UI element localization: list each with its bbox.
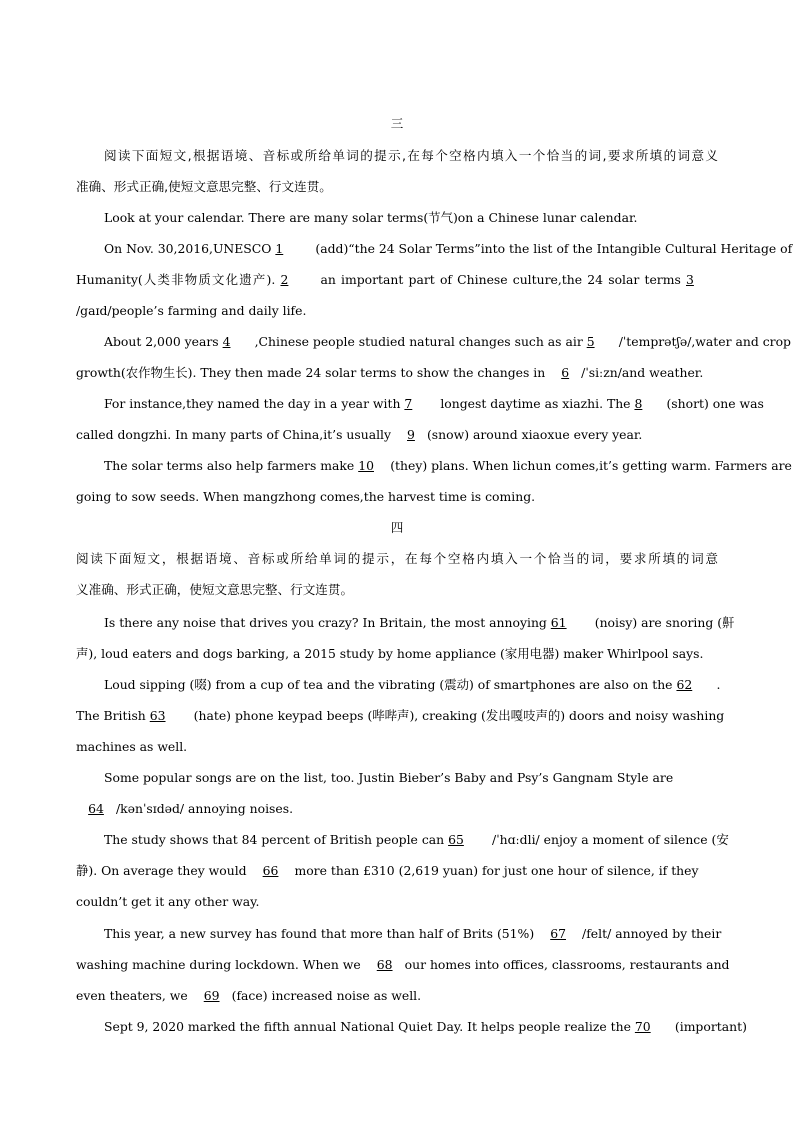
blank-7[interactable]: 7 xyxy=(404,396,413,411)
section-4-instruction-line-2: 义准确、形式正确，使短文意思完整、行文连贯。 xyxy=(76,582,354,597)
s4-paragraph-2-line-3: machines as well. xyxy=(76,739,188,754)
s3-paragraph-2-line-1: On Nov. 30,2016,UNESCO 1 (add)“the 24 Solar Terms”into the list of the Intangible Cultural Heritage of xyxy=(104,239,718,259)
blank-64[interactable]: 64 xyxy=(88,801,104,816)
s3-paragraph-1: Look at your calendar. There are many solar terms(节气)on a Chinese lunar calendar. xyxy=(104,210,638,225)
section-3-instruction-line-1: 阅读下面短文,根据语境、音标或所给单词的提示,在每个空格内填入一个恰当的词,要求所填的词意义 xyxy=(104,148,718,163)
section-4-instruction-line-1: 阅读下面短文，根据语境、音标或所给单词的提示，在每个空格内填入一个恰当的词，要求所填的词意 xyxy=(76,551,718,566)
s3-paragraph-5-line-1: The solar terms also help farmers make 10 (they) plans. When lichun comes,it’s getting warm. Farmers are xyxy=(104,456,718,476)
blank-67[interactable]: 67 xyxy=(550,926,566,941)
s4-paragraph-4-line-1: The study shows that 84 percent of British people can 65 /ˈhɑːdli/ enjoy a moment of silence (安 xyxy=(104,830,718,850)
blank-70[interactable]: 70 xyxy=(634,1019,651,1034)
blank-3[interactable]: 3 xyxy=(686,272,694,287)
blank-63[interactable]: 63 xyxy=(149,708,166,723)
s4-paragraph-2-line-1: Loud sipping (啜) from a cup of tea and the vibrating (震动) of smartphones are also on the 62 . xyxy=(104,675,718,695)
blank-6[interactable]: 6 xyxy=(561,365,570,380)
blank-65[interactable]: 65 xyxy=(448,832,464,847)
blank-69[interactable]: 69 xyxy=(203,988,220,1003)
blank-1[interactable]: 1 xyxy=(275,241,284,256)
section-3-instruction-line-2: 准确、形式正确,使短文意思完整、行文连贯。 xyxy=(76,179,332,194)
blank-2[interactable]: 2 xyxy=(280,272,289,287)
s4-paragraph-4-line-3: couldn’t get it any other way. xyxy=(76,894,260,909)
s4-paragraph-3-line-2: 64 /kənˈsɪdəd/ annoying noises. xyxy=(76,799,718,819)
s3-paragraph-3-line-1: About 2,000 years 4 ,Chinese people studied natural changes such as air 5 /ˈtemprətʃə/,water and crop xyxy=(104,332,718,352)
s4-paragraph-3-line-1: Some popular songs are on the list, too. Justin Bieber’s Baby and Psy’s Gangnam Style are xyxy=(104,770,674,785)
s4-paragraph-2-line-2: The British 63 (hate) phone keypad beeps (哔哔声), creaking (发出嘎吱声的) doors and noisy washing xyxy=(76,706,718,726)
s3-paragraph-2-line-2: Humanity(人类非物质文化遗产). 2 an important part of Chinese culture,the 24 solar terms 3 xyxy=(76,270,718,290)
s3-paragraph-5-line-2: going to sow seeds. When mangzhong comes,the harvest time is coming. xyxy=(76,489,536,504)
s3-paragraph-3-line-2: growth(农作物生长). They then made 24 solar terms to show the changes in 6 /ˈsiːzn/and weather. xyxy=(76,363,718,383)
s4-paragraph-1-line-1: Is there any noise that drives you crazy? In Britain, the most annoying 61 (noisy) are snoring (鼾 xyxy=(104,613,718,633)
s3-paragraph-4-line-1: For instance,they named the day in a year with 7 longest daytime as xiazhi. The 8 (short) one was xyxy=(104,394,718,414)
blank-9[interactable]: 9 xyxy=(407,427,415,442)
s4-paragraph-5-line-1: This year, a new survey has found that more than half of Brits (51%) 67 /felt/ annoyed by their xyxy=(104,924,718,944)
blank-4[interactable]: 4 xyxy=(222,334,231,349)
s4-paragraph-5-line-2: washing machine during lockdown. When we 68 our homes into offices, classrooms, restaurants and xyxy=(76,955,718,975)
blank-8[interactable]: 8 xyxy=(634,396,643,411)
s4-paragraph-4-line-2: 静). On average they would 66 more than £310 (2,619 yuan) for just one hour of silence, if they xyxy=(76,861,718,881)
section-3-heading: 三 xyxy=(390,116,404,131)
blank-62[interactable]: 62 xyxy=(676,677,693,692)
s4-paragraph-1-line-2: 声), loud eaters and dogs barking, a 2015 study by home appliance (家用电器) maker Whirlpool says. xyxy=(76,646,704,661)
blank-61[interactable]: 61 xyxy=(550,615,567,630)
blank-66[interactable]: 66 xyxy=(262,863,279,878)
blank-5[interactable]: 5 xyxy=(586,334,595,349)
blank-68[interactable]: 68 xyxy=(376,957,393,972)
blank-10[interactable]: 10 xyxy=(358,458,374,473)
s4-paragraph-5-line-3: even theaters, we 69 (face) increased noise as well. xyxy=(76,986,718,1006)
section-4-heading: 四 xyxy=(390,520,404,535)
s3-paragraph-4-line-2: called dongzhi. In many parts of China,it’s usually 9 (snow) around xiaoxue every year. xyxy=(76,425,718,445)
s3-paragraph-2-line-3: /gaɪd/people’s farming and daily life. xyxy=(76,303,307,318)
s4-paragraph-6-line-1: Sept 9, 2020 marked the fifth annual National Quiet Day. It helps people realize the 70 (important) xyxy=(104,1017,718,1037)
